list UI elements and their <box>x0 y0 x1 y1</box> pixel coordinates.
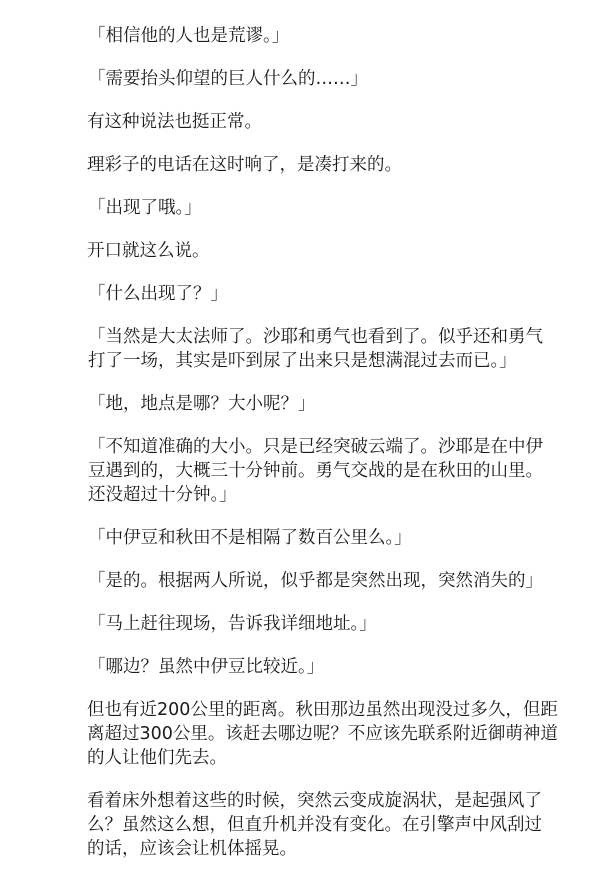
paragraph: 「是的。根据两人所说，似乎都是突然出现，突然消失的」 <box>88 571 543 591</box>
paragraph: 但也有近200公里的距离。秋田那边虽然出现没过多久，但距离超过300公里。该赶去哪边呢？不应该先联系附近御萌神道的人让他们先去。 <box>87 700 558 768</box>
paragraph: 「需要抬头仰望的巨人什么的……」 <box>88 69 368 89</box>
paragraph: 看着床外想着这些的时候，突然云变成旋涡状，是起强风了么？虽然这么想，但直升机并没有变化。在引擎声中风刮过的话，应该会让机体摇晃。 <box>87 791 542 859</box>
paragraph: 「不知道准确的大小。只是已经突破云端了。沙耶是在中伊豆遇到的，大概三十分钟前。勇气交战的是在秋田的山里。还没超过十分钟。」 <box>88 437 543 505</box>
paragraph: 「相信他的人也是荒谬。」 <box>88 26 290 46</box>
paragraph: 「地，地点是哪？大小呢？」 <box>88 394 316 414</box>
paragraph: 「中伊豆和秋田不是相隔了数百公里么。」 <box>88 528 412 548</box>
document-page <box>88 24 558 880</box>
paragraph: 「马上赶往现场，告诉我详细地址。」 <box>88 614 377 634</box>
paragraph: 有这种说法也挺正常。 <box>87 112 262 132</box>
paragraph: 「出现了哦。」 <box>88 198 202 218</box>
paragraph: 「哪边？虽然中伊豆比较近。」 <box>88 657 325 677</box>
paragraph: 「当然是大太法师了。沙耶和勇气也看到了。似乎还和勇气打了一场，其实是吓到尿了出来只是想满混过去而已。」 <box>88 327 543 371</box>
paragraph: 理彩子的电话在这时响了，是凑打来的。 <box>87 155 402 175</box>
paragraph: 开口就这么说。 <box>87 241 210 261</box>
paragraph: 「什么出现了？」 <box>88 284 228 304</box>
